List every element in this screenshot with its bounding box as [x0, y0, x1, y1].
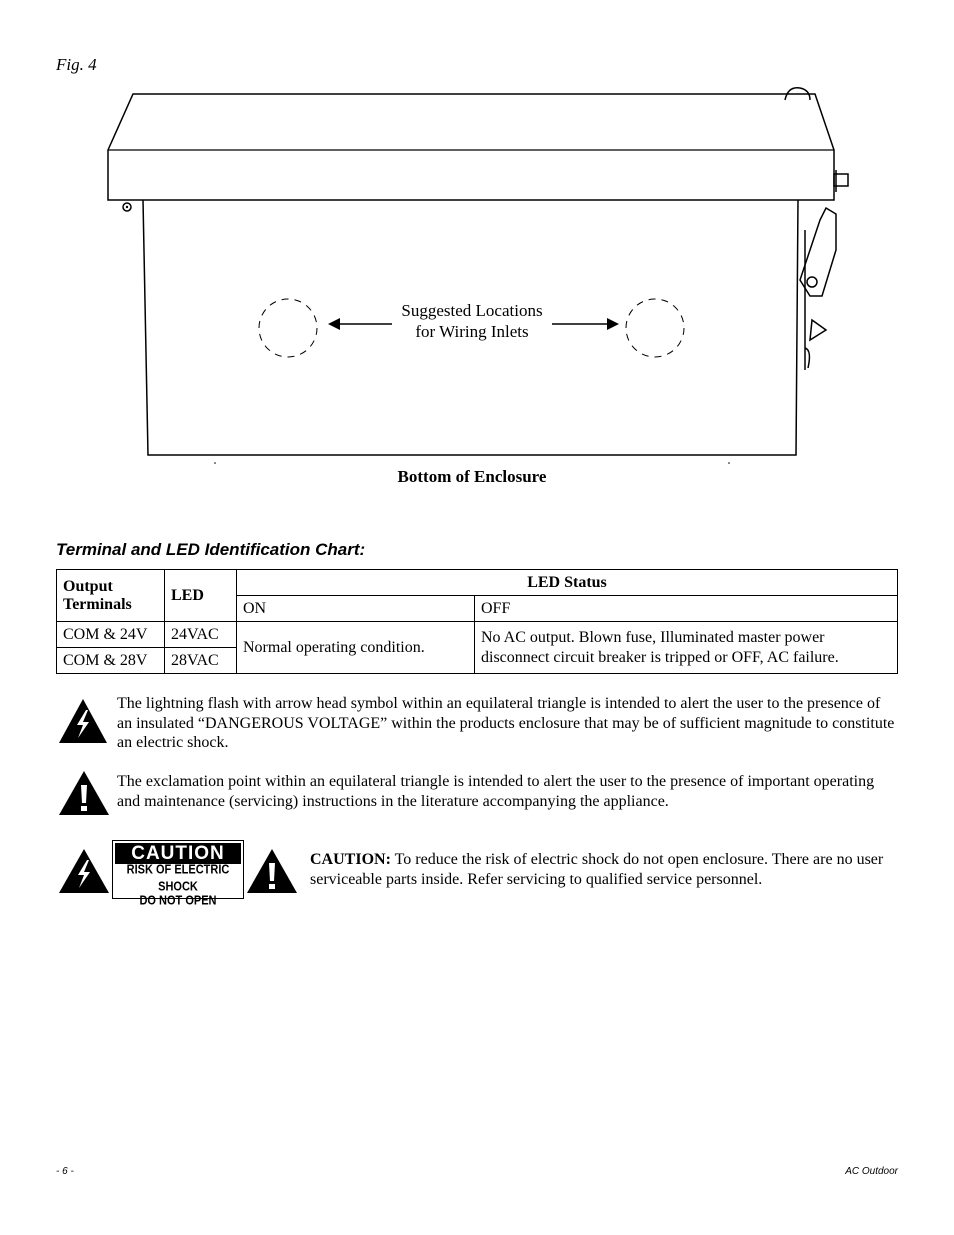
arrow-left-icon — [328, 318, 340, 330]
header-output-terminals: Output Terminals — [57, 570, 165, 622]
terminal-cell: COM & 24V — [57, 622, 165, 648]
caution-sign — [112, 840, 244, 908]
header-on: ON — [237, 596, 475, 622]
led-identification-table — [56, 569, 898, 674]
exclamation-warning-icon — [246, 848, 298, 894]
caution-sign-line1: RISK OF ELECTRIC SHOCK — [126, 862, 230, 894]
table-row — [57, 622, 898, 648]
document-name: AC Outdoor — [845, 1166, 898, 1177]
caution-text: To reduce the risk of electric shock do not open enclosure. There are no user serviceable parts inside. Refer servicing to qualified service personnel. — [310, 851, 884, 888]
caution-sign-line2: DO NOT OPEN — [139, 894, 217, 908]
caution-notice — [310, 850, 898, 889]
wiring-inlet-callout: Suggested Locations for Wiring Inlets — [401, 301, 543, 341]
exclamation-warning-icon — [58, 770, 110, 816]
inlet-circle-right — [626, 299, 684, 357]
header-off: OFF — [475, 596, 898, 622]
led-cell: 28VAC — [165, 648, 237, 674]
caution-label: CAUTION: — [310, 851, 391, 868]
off-status-cell: No AC output. Blown fuse, Illuminated master power disconnect circuit breaker is tripped or OFF, AC failure. — [475, 622, 898, 674]
figure-label: Fig. 4 — [56, 55, 97, 74]
enclosure-lid — [108, 94, 834, 200]
lightning-warning-icon — [58, 698, 108, 744]
terminal-cell: COM & 28V — [57, 648, 165, 674]
header-led: LED — [165, 570, 237, 622]
led-cell: 24VAC — [165, 622, 237, 648]
inlet-circle-left — [259, 299, 317, 357]
arrow-right-icon — [607, 318, 619, 330]
enclosure-diagram — [0, 80, 954, 480]
on-status-cell: Normal operating condition. — [237, 622, 475, 674]
chart-title: Terminal and LED Identification Chart: — [56, 540, 366, 559]
exclamation-notice: The exclamation point within an equilateral triangle is intended to alert the user to the presence of important operating and maintenance (servicing) instructions in the literature accompanying the appliance. — [117, 773, 875, 810]
page-number: - 6 - — [56, 1166, 74, 1177]
caution-sign-heading: CAUTION — [115, 843, 241, 864]
lightning-notice: The lightning flash with arrow head symbol within an equilateral triangle is intended to alert the user to the presence of an insulated “DANGEROUS VOLTAGE” within the products enclosure that may be of sufficient magnitude to constitute an electric shock. — [117, 695, 895, 751]
figure-caption: Bottom of Enclosure — [397, 467, 547, 486]
header-led-status: LED Status — [237, 570, 898, 596]
lightning-warning-icon — [58, 848, 110, 894]
